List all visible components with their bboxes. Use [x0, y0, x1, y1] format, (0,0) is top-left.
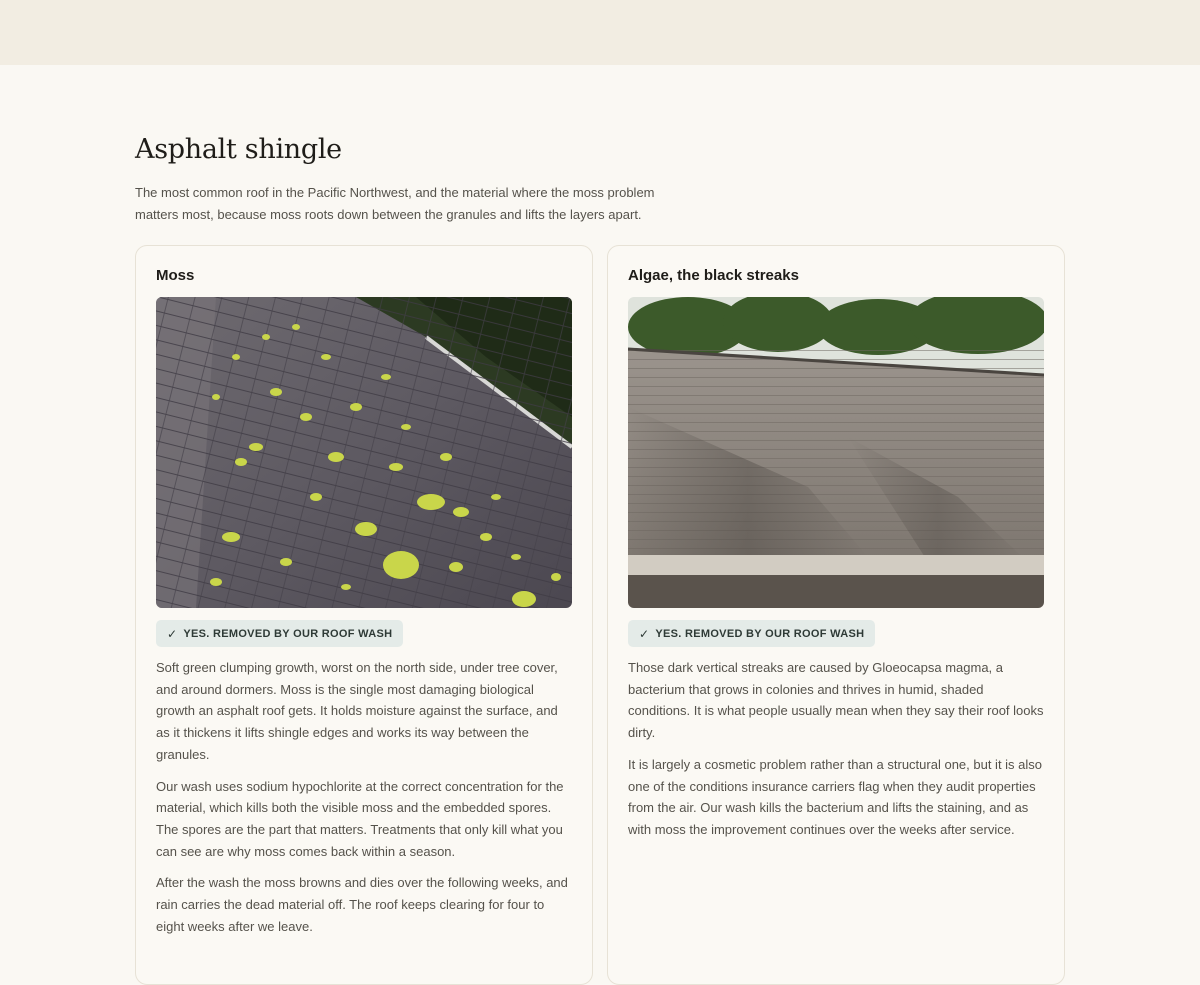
badge-label: YES. REMOVED BY OUR ROOF WASH — [655, 627, 865, 640]
material-section — [135, 130, 1065, 226]
card-algae — [607, 245, 1065, 985]
removed-badge — [156, 620, 403, 647]
card-moss — [135, 245, 593, 985]
section-intro: The most common roof in the Pacific Northwest, and the material where the moss problem matters most, because moss roots down between the granules and lifts the layers apart. — [135, 185, 655, 222]
removed-badge — [628, 620, 875, 647]
card-paragraph: It is largely a cosmetic problem rather than a structural one, but it is also one of the conditions insurance carriers flag when they audit properties from the air. Our wash kills the bacterium and lifts the staining, and as with moss the improvement continues over the weeks after service. — [628, 756, 1043, 837]
card-paragraph: After the wash the moss browns and dies over the following weeks, and rain carries the dead material off. The roof keeps clearing for four to eight weeks after we leave. — [156, 875, 568, 934]
algae-roof-photo — [628, 297, 1044, 608]
card-paragraph: Those dark vertical streaks are caused by Gloeocapsa magma, a bacterium that grows in colonies and thrives in humid, shaded conditions. It is what people usually mean when they say their roof looks dirty. — [628, 660, 1044, 741]
check-icon: ✓ — [639, 626, 650, 641]
card-paragraph: Soft green clumping growth, worst on the north side, under tree cover, and around dormers. Moss is the single most damaging biological growth an asphalt roof gets. It holds moisture against the surface, and as it thickens it lifts shingle edges and works its way between the granules. — [156, 660, 558, 762]
badge-label: YES. REMOVED BY OUR ROOF WASH — [183, 627, 393, 640]
problem-cards — [135, 245, 1065, 985]
top-bar — [0, 0, 1200, 65]
card-title: Moss — [156, 267, 195, 284]
card-paragraph: Our wash uses sodium hypochlorite at the correct concentration for the material, which kills both the visible moss and the embedded spores. The spores are the part that matters. Treatments that only kill what you can see are why moss comes back within a season. — [156, 778, 564, 859]
card-title: Algae, the black streaks — [628, 267, 799, 284]
section-title: Asphalt shingle — [135, 134, 342, 165]
check-icon: ✓ — [167, 626, 178, 641]
moss-roof-photo — [156, 297, 572, 608]
